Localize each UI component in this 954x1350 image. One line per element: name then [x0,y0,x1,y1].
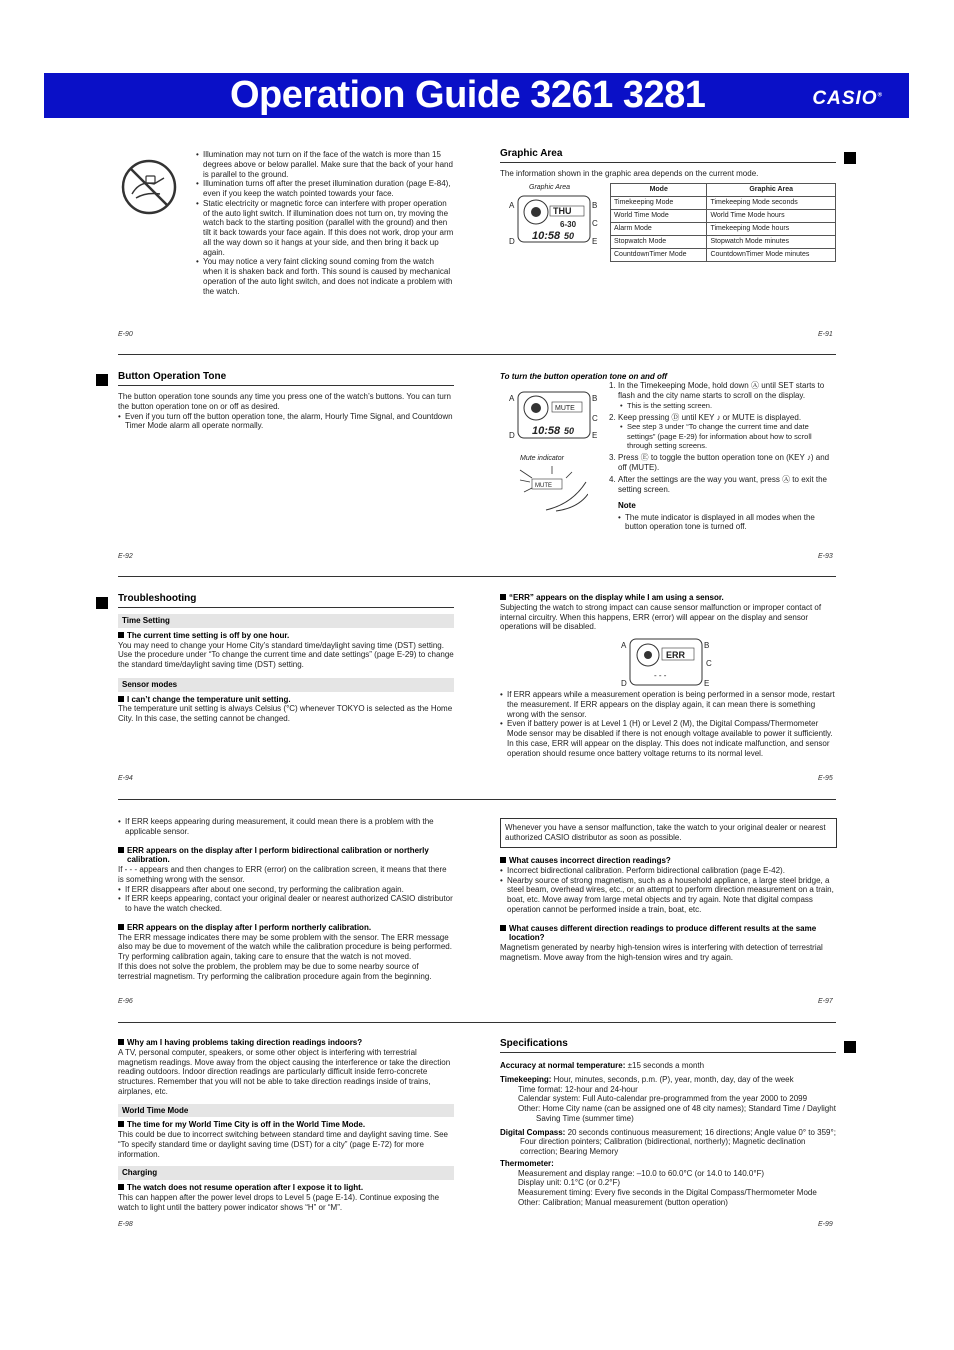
table-row: Stopwatch Mode Stopwatch Mode minutes [611,236,836,249]
svg-text:MUTE: MUTE [555,405,575,412]
answer: This could be due to incorrect switching between standard time and daylight saving time. See “To specify standard time or daylight saving time (DST) for a city” (page E-72) for more information. [118,1130,448,1159]
direction-section [500,856,836,963]
table-row: CountdownTimer Mode CountdownTimer Mode minutes [611,249,836,262]
svg-text:6-30: 6-30 [560,220,577,229]
spec-line: Display unit: 0.1°C (or 0.2°F) [518,1178,620,1188]
answer: A TV, personal computer, speakers, or some other object is interfering with terrestrial magnetism readings. Move away from the object causing the interference or take the direction reading outdoors. Indoor direction readings are particularly difficult inside ferro-concrete structures. Remember that you will not be able to take direction readings inside of trains, airplanes, etc. [118,1047,451,1096]
svg-text:10:58: 10:58 [532,425,561,437]
page-number: E-92 [118,553,133,560]
auto-light-notes [196,150,454,296]
divider [118,576,836,577]
table-row: Alarm Mode Timekeeping Mode hours [611,223,836,236]
list-item: 2. Keep pressing Ⓓ until KEY ♪ or MUTE is displayed. • See step 3 under “To change the current time and date settings” (page E-29) for information about how to scroll through setting screens. [609,413,836,450]
button-tone-section [118,371,454,431]
list-item: • Even if you turn off the button operation tone, the alarm, Hourly Time Signal, and Countdown Timer Mode alarm all operate normally. [118,412,454,432]
svg-text:C: C [706,659,712,668]
list-item: • If ERR disappears after about one second, try performing the calibration again. [118,885,454,895]
casio-logo: CASIO® [812,88,883,109]
graphic-area-table [610,183,836,262]
svg-text:B: B [592,201,598,210]
watch-display-figure [508,192,600,246]
bullet-square-icon [118,1039,124,1045]
svg-text:C: C [592,414,598,423]
table-row: Timekeeping Mode Timekeeping Mode seconds [611,197,836,210]
svg-text:E: E [592,431,598,440]
answer: If this does not solve the problem, the problem may be due to some nearby source of terrestrial magnetism. Try performing the calibration procedure again from the beginning. [118,961,432,981]
bullet-square-icon [500,857,506,863]
err-notes [500,690,836,758]
svg-text:ERR: ERR [666,650,686,660]
spec-line: Measurement and display range: –10.0 to 60.0°C (or 14.0 to 140.0°F) [518,1168,765,1178]
header-banner [44,73,909,118]
page-number: E-93 [818,553,833,560]
section-title: Button Operation Tone [118,371,454,386]
figure-caption: Mute indicator [520,455,564,462]
list-item: • You may notice a very faint clicking sound coming from the watch when it is shaken back and forth. This sound is caused by mechanical operation of the auto light switch, and does not indicate a problem with the watch. [196,257,454,296]
list-item: • Static electricity or magnetic force can interfere with proper operation of the auto light switch. If illumination does not turn on, try moving the watch back to the starting position (parallel with the ground) and then tilt it back towards your face again. If this does not work, drop your arm all the way down so it hangs at your side, and then bring it back up again. [196,199,454,258]
sensor-malfunction-box: Whenever you have a sensor malfunction, take the watch to your original dealer or nearest authorized CASIO distributor as soon as possible. [500,818,837,848]
svg-text:D: D [509,431,515,440]
table-header: Mode [611,184,707,197]
subsection-band: World Time Mode [118,1104,454,1118]
svg-text:A: A [621,641,627,650]
list-item: • Illumination turns off after the preset illumination duration (page E-84), even if you keep the watch pointed towards your face. [196,179,454,199]
note-title: Note [618,500,636,510]
page-marker [844,152,856,164]
specifications-section: Specifications Accuracy at normal temperature: ±15 seconds a month Timekeeping: Hour, minutes, seconds, p.m. (P), year, month, day, day of the week Time format: 12-hour and 24-hour Calendar system: Full Auto-calendar pre-programmed from the year 2000 to 2099 Other: Home City name (can be assigned one of 48 city names); Standard Time / Daylight Saving Time (summer time) Digital Compass: 20 seconds continuous measurement; 16 directions; Angle value 0° to 359°; Four direction pointers; Calibration (bidirectional, northerly); Magnetic declination correction; Bearing Memory Thermometer: Measurement and display range: –10.0 to 60.0°C (or 14.0 to 140.0°F) Display unit: 0.1°C (or 0.2°F) Measurement timing: Every five seconds in the Digital Compass/Thermometer Mode Other: Calibration; Manual measurement (button operation) [500,1038,836,1207]
answer: You may need to change your Home City’s standard time/daylight saving time (DST) setting. Use the procedure under “To change the current time and date settings” (page E-29) to change the standard time/daylight saving time (DST) setting. [118,640,454,670]
svg-text:THU: THU [553,206,572,216]
troubleshooting-section [118,593,454,724]
section-title: Graphic Area [500,148,836,163]
graphic-area-section [500,148,836,179]
list-item: • Even if battery power is at Level 1 (H) or Level 2 (M), the Digital Compass/Thermometer Mode sensor may be disabled if there is not enough voltage available to power it sufficiently. In this case, ERR will appear on the display. This does not indicate malfunction, and sensor operation should resume once battery voltage returns to its normal level. [500,719,836,758]
svg-text:C: C [592,219,598,228]
err-display-figure [620,636,714,688]
mute-indicator-figure [516,464,588,512]
calibration-section [118,817,454,981]
spec-line: Measurement timing: Every five seconds in the Digital Compass/Thermometer Mode [518,1188,817,1198]
spec-value: Hour, minutes, seconds, p.m. (P), year, month, day, day of the week [553,1074,794,1084]
list-item: • Illumination may not turn on if the face of the watch is more than 15 degrees above or below parallel. Make sure that the back of your hand is parallel to the ground. [196,150,454,179]
svg-text:10:58: 10:58 [532,230,561,242]
procedure-title: To turn the button operation tone on and off [500,372,668,381]
question: Why am I having problems taking direction readings indoors? [127,1038,363,1047]
spec-value: ±15 seconds a month [627,1061,705,1071]
spec-line: Other: Calibration; Manual measurement (button operation) [518,1197,728,1207]
err-section [500,593,836,632]
spec-value: 20 seconds continuous measurement; 16 directions; Angle value 0° to 359°; Four direction pointers; Calibration (bidirectional, northerly); Magnetic declination correction; Bearing Memory [520,1127,836,1157]
page-marker [844,1041,856,1053]
bullet-square-icon [500,594,506,600]
svg-text:D: D [621,679,627,688]
list-item: • If ERR keeps appearing during measurement, it could mean there is a problem with the applicable sensor. [118,817,454,837]
list-item: 4. After the settings are the way you want, press Ⓐ to exit the setting screen. [609,475,827,495]
section-intro: The information shown in the graphic area depends on the current mode. [500,169,759,179]
question: The watch does not resume operation after I expose it to light. [127,1183,364,1192]
bullet-square-icon [118,696,124,702]
bullet-square-icon [118,632,124,638]
question: “ERR” appears on the display while I am using a sensor. [509,593,724,602]
spec-line: Time format: 12-hour and 24-hour [518,1084,638,1094]
svg-text:A: A [509,201,515,210]
svg-text:B: B [704,641,710,650]
table-row: World Time Mode World Time Mode hours [611,210,836,223]
list-item: 1. In the Timekeeping Mode, hold down Ⓐ until SET starts to flash and the city name starts to scroll on the display. • This is the setting screen. [609,381,836,410]
bullet-square-icon [118,847,124,853]
list-item: • Nearby source of strong magnetism, such as a household appliance, a large steel bridge, a steel beam, overhead wires, etc., or an attempt to perform direction measurement on a train, boat, etc. Move away from large metal objects and try again. Note that digital compass operation cannot be performed inside a train, boat, etc. [500,876,836,915]
svg-text:B: B [592,394,598,403]
subsection-band: Charging [118,1166,454,1180]
list-item: 3. Press Ⓔ to toggle the button operation tone on (KEY ♪) and off (MUTE). [609,452,830,472]
bullet-square-icon [500,925,506,931]
list-item: • Incorrect bidirectional calibration. Perform bidirectional calibration (page E-42). [500,866,836,876]
page-number: E-97 [818,998,833,1005]
page-number: E-95 [818,775,833,782]
page-number: E-98 [118,1221,133,1228]
bullet-square-icon [118,1121,124,1127]
svg-text:MUTE: MUTE [535,483,552,489]
section-title: Specifications [500,1038,836,1053]
svg-text:- - -: - - - [654,671,667,680]
divider [118,1022,836,1023]
question: What causes incorrect direction readings? [509,856,671,865]
procedure-steps [609,381,836,532]
subsection-band: Time Setting [118,614,454,628]
svg-text:D: D [509,237,515,246]
question: I can’t change the temperature unit setting. [127,694,291,704]
spec-line: Other: Home City name (can be assigned one of 48 city names); Standard Time / Daylight Saving Time (summer time) [518,1104,836,1123]
divider [118,354,836,355]
page-number: E-96 [118,998,133,1005]
svg-text:A: A [509,394,515,403]
section-title: Troubleshooting [118,593,454,608]
question: What causes different direction readings to produce different results at the same location? [509,923,817,943]
page-number: E-94 [118,775,133,782]
svg-text:50: 50 [564,231,575,241]
answer: This can happen after the power level drops to Level 5 (page E-14). Continue exposing the watch to light until the battery power indicator shows “H” or “M”. [118,1192,440,1212]
page-marker [96,374,108,386]
question: The time for my World Time City is off in the World Time Mode. [127,1120,366,1130]
page-marker [96,597,108,609]
paragraph: The button operation tone sounds any time you press one of the watch’s buttons. You can turn the button operation tone on or off as desired. [118,392,451,411]
page-number: E-91 [818,331,833,338]
answer: If - - - appears and then changes to ERR (error) on the calibration screen, it means that there is something wrong with the sensor. [118,865,447,884]
list-item: • If ERR keeps appearing, contact your original dealer or nearest authorized CASIO distributor to have the watch checked. [118,894,454,914]
list-item: • The mute indicator is displayed in all modes when the button operation tone is turned off. [618,513,836,533]
svg-text:E: E [704,679,710,688]
divider [118,799,836,800]
bullet-square-icon [118,1184,124,1190]
document-title: Operation Guide 3261 3281 [230,74,706,116]
question: ERR appears on the display after I perform northerly calibration. [127,922,372,932]
bullet-square-icon [118,924,124,930]
answer: The ERR message indicates there may be some problem with the sensor. The ERR message also may be due to movement of the watch while the calibration procedure is being performed. Try performing calibration again, taking care to ensure that the watch is not moved. [118,932,452,961]
spec-line: Calendar system: Full Auto-calendar pre-programmed from the year 2000 to 2099 [518,1094,808,1104]
answer: The temperature unit setting is always Celsius (°C) whenever TOKYO is selected as the Home City. In this case, the setting cannot be changed. [118,704,453,724]
indoor-section [118,1038,454,1212]
page-number: E-99 [818,1221,833,1228]
question: ERR appears on the display after I perform bidirectional calibration or northerly calibration. [127,845,429,865]
answer: Subjecting the watch to strong impact can cause sensor malfunction or improper contact of internal circuitry. When this happens, ERR (error) will appear on the display and sensor operations will be disabled. [500,602,822,632]
subsection-band: Sensor modes [118,678,454,692]
svg-text:50: 50 [564,426,575,436]
page-number: E-90 [118,331,133,338]
answer: Magnetism generated by nearby high-tension wires is interfering with detection of terrestrial magnetism. Move away from the high-tension wires and try again. [500,943,823,962]
question: The current time setting is off by one hour. [127,630,290,640]
figure-caption: Graphic Area [529,184,570,191]
list-item: • If ERR appears while a measurement operation is being performed in a sensor mode, restart the measurement. If ERR appears on the display again, it can mean there is something wrong with the sensor. [500,690,836,719]
no-tilt-icon [120,158,178,216]
spec-label: Thermometer: [500,1158,554,1168]
watch-display-figure [508,388,600,442]
table-header: Graphic Area [707,184,836,197]
svg-text:E: E [592,237,598,246]
